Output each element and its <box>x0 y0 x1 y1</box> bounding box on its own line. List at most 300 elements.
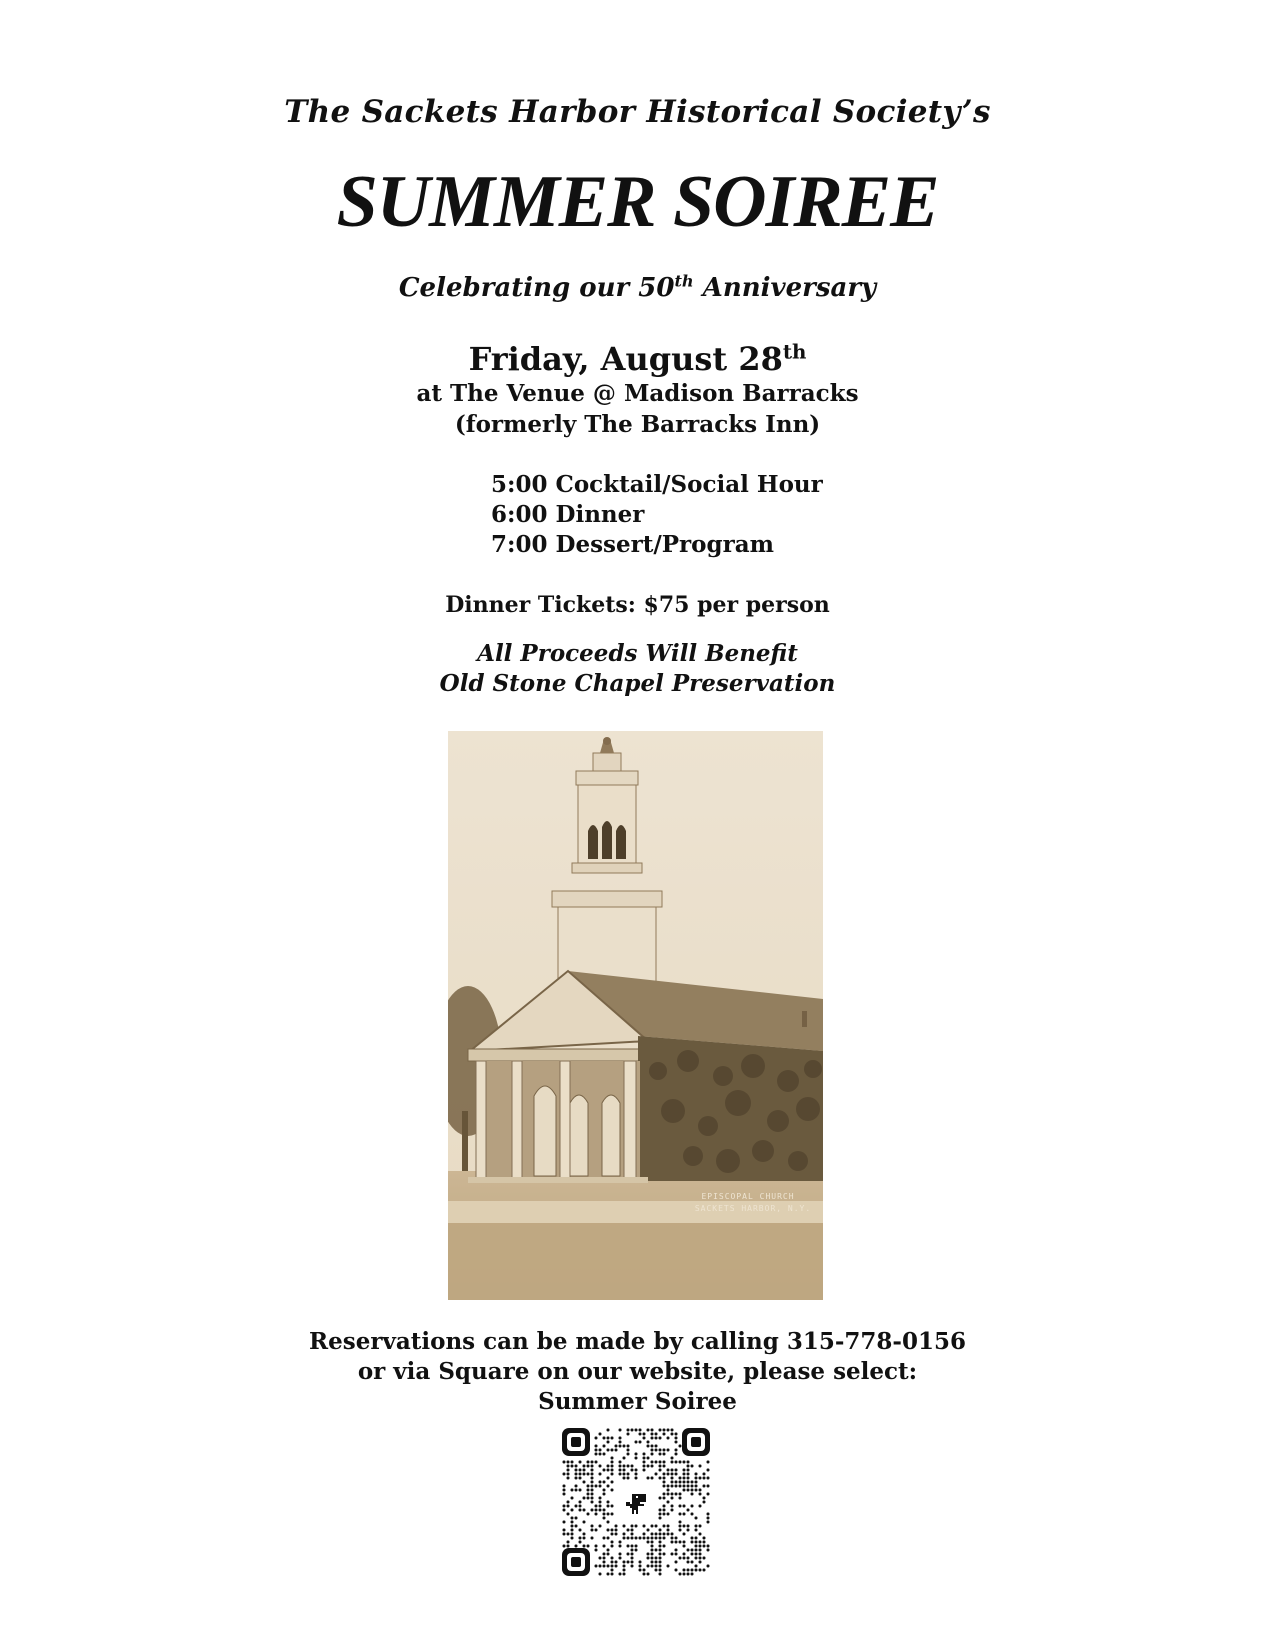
qr-module <box>679 1521 682 1524</box>
qr-module <box>639 1537 642 1540</box>
qr-module <box>579 1509 582 1512</box>
qr-module <box>675 1473 678 1476</box>
qr-module <box>679 1481 682 1484</box>
qr-module <box>571 1529 574 1532</box>
qr-module <box>631 1545 634 1548</box>
qr-module <box>687 1473 690 1476</box>
qr-module <box>583 1473 586 1476</box>
qr-module <box>671 1493 674 1496</box>
qr-module <box>583 1469 586 1472</box>
qr-module <box>611 1469 614 1472</box>
qr-module <box>659 1497 662 1500</box>
qr-module <box>675 1541 678 1544</box>
qr-module <box>691 1541 694 1544</box>
qr-module <box>663 1493 666 1496</box>
qr-module <box>635 1545 638 1548</box>
qr-module <box>631 1533 634 1536</box>
qr-module <box>687 1509 690 1512</box>
benefit-statement <box>0 639 1275 699</box>
qr-module <box>695 1537 698 1540</box>
qr-module <box>635 1477 638 1480</box>
qr-module <box>643 1469 646 1472</box>
qr-module <box>591 1509 594 1512</box>
qr-module <box>655 1533 658 1536</box>
qr-module <box>651 1433 654 1436</box>
qr-module <box>603 1545 606 1548</box>
qr-module <box>643 1437 646 1440</box>
qr-module <box>675 1549 678 1552</box>
qr-module <box>571 1533 574 1536</box>
qr-module <box>583 1497 586 1500</box>
qr-module <box>663 1453 666 1456</box>
qr-module <box>679 1497 682 1500</box>
qr-module <box>655 1437 658 1440</box>
qr-module <box>675 1561 678 1564</box>
qr-module <box>671 1509 674 1512</box>
qr-module <box>587 1545 590 1548</box>
qr-module <box>651 1525 654 1528</box>
qr-module <box>599 1481 602 1484</box>
qr-module <box>635 1429 638 1432</box>
qr-module <box>671 1433 674 1436</box>
qr-module <box>687 1469 690 1472</box>
qr-module <box>643 1457 646 1460</box>
qr-module <box>675 1433 678 1436</box>
qr-module <box>587 1513 590 1516</box>
qr-module <box>627 1465 630 1468</box>
qr-module <box>575 1465 578 1468</box>
qr-module <box>619 1429 622 1432</box>
qr-module <box>635 1453 638 1456</box>
qr-module <box>691 1549 694 1552</box>
qr-module <box>651 1549 654 1552</box>
qr-module <box>667 1449 670 1452</box>
qr-module <box>659 1541 662 1544</box>
qr-module <box>607 1477 610 1480</box>
qr-module <box>647 1441 650 1444</box>
qr-module <box>651 1561 654 1564</box>
qr-module <box>663 1473 666 1476</box>
qr-module <box>619 1557 622 1560</box>
benefit-line-1: All Proceeds Will Benefit <box>477 640 798 667</box>
qr-module <box>599 1573 602 1576</box>
qr-module <box>587 1485 590 1488</box>
qr-module <box>603 1493 606 1496</box>
qr-module <box>631 1529 634 1532</box>
qr-module <box>643 1525 646 1528</box>
event-date <box>0 340 1275 378</box>
qr-module <box>647 1573 650 1576</box>
qr-module <box>603 1489 606 1492</box>
qr-module <box>603 1517 606 1520</box>
qr-module <box>687 1557 690 1560</box>
qr-module <box>619 1461 622 1464</box>
qr-module <box>647 1457 650 1460</box>
qr-module <box>663 1461 666 1464</box>
qr-code[interactable] <box>562 1428 710 1576</box>
qr-module <box>699 1493 702 1496</box>
qr-module <box>659 1569 662 1572</box>
qr-module <box>667 1429 670 1432</box>
qr-module <box>639 1441 642 1444</box>
qr-module <box>651 1465 654 1468</box>
qr-module <box>707 1549 710 1552</box>
qr-module <box>595 1437 598 1440</box>
qr-module <box>627 1477 630 1480</box>
qr-module <box>571 1525 574 1528</box>
qr-module <box>703 1501 706 1504</box>
qr-module <box>675 1537 678 1540</box>
qr-module <box>643 1465 646 1468</box>
qr-module <box>659 1465 662 1468</box>
qr-module <box>563 1529 566 1532</box>
schedule-item: 7:00 Dessert/Program <box>491 531 774 558</box>
qr-module <box>575 1545 578 1548</box>
qr-module <box>687 1461 690 1464</box>
qr-module <box>631 1553 634 1556</box>
qr-module <box>579 1473 582 1476</box>
qr-finder-bottom-left <box>562 1548 590 1576</box>
qr-module <box>679 1505 682 1508</box>
qr-module <box>667 1525 670 1528</box>
qr-module <box>695 1557 698 1560</box>
qr-module <box>647 1465 650 1468</box>
qr-module <box>667 1565 670 1568</box>
qr-module <box>611 1513 614 1516</box>
qr-module <box>603 1481 606 1484</box>
qr-module <box>691 1513 694 1516</box>
qr-module <box>667 1473 670 1476</box>
qr-module <box>599 1449 602 1452</box>
qr-module <box>627 1429 630 1432</box>
qr-module <box>687 1573 690 1576</box>
qr-module <box>563 1473 566 1476</box>
qr-module <box>635 1473 638 1476</box>
qr-module <box>607 1573 610 1576</box>
qr-module <box>595 1445 598 1448</box>
qr-module <box>675 1493 678 1496</box>
qr-module <box>651 1557 654 1560</box>
qr-module <box>679 1513 682 1516</box>
qr-module <box>627 1449 630 1452</box>
qr-module <box>611 1557 614 1560</box>
qr-module <box>611 1561 614 1564</box>
qr-module <box>607 1521 610 1524</box>
qr-module <box>703 1477 706 1480</box>
qr-module <box>627 1537 630 1540</box>
qr-module <box>643 1461 646 1464</box>
qr-module <box>587 1497 590 1500</box>
qr-module <box>619 1469 622 1472</box>
qr-module <box>655 1569 658 1572</box>
qr-module <box>663 1449 666 1452</box>
qr-module <box>563 1493 566 1496</box>
qr-module <box>699 1557 702 1560</box>
qr-module <box>695 1517 698 1520</box>
qr-module <box>631 1561 634 1564</box>
qr-module <box>659 1469 662 1472</box>
qr-module <box>663 1477 666 1480</box>
qr-module <box>591 1529 594 1532</box>
qr-module <box>683 1553 686 1556</box>
qr-finder-top-right <box>682 1428 710 1456</box>
qr-module <box>627 1553 630 1556</box>
qr-module <box>699 1505 702 1508</box>
qr-module <box>687 1485 690 1488</box>
schedule-item: 5:00 Cocktail/Social Hour <box>491 471 823 498</box>
qr-module <box>635 1537 638 1540</box>
qr-module <box>695 1481 698 1484</box>
qr-module <box>591 1489 594 1492</box>
qr-module <box>619 1541 622 1544</box>
qr-module <box>591 1481 594 1484</box>
qr-module <box>575 1525 578 1528</box>
qr-module <box>659 1477 662 1480</box>
qr-module <box>671 1541 674 1544</box>
qr-module <box>647 1541 650 1544</box>
anniversary-subtitle <box>0 273 1275 303</box>
subtitle-ordinal: th <box>674 271 694 291</box>
qr-module <box>631 1549 634 1552</box>
qr-module <box>687 1525 690 1528</box>
qr-module <box>583 1533 586 1536</box>
subtitle-text: Celebrating our 50 <box>398 273 675 303</box>
qr-module <box>695 1545 698 1548</box>
qr-module <box>663 1533 666 1536</box>
qr-module <box>651 1541 654 1544</box>
qr-module <box>667 1529 670 1532</box>
qr-module <box>567 1477 570 1480</box>
qr-module <box>655 1473 658 1476</box>
qr-module <box>623 1573 626 1576</box>
qr-module <box>615 1561 618 1564</box>
qr-module <box>683 1481 686 1484</box>
qr-module <box>611 1529 614 1532</box>
qr-module <box>679 1461 682 1464</box>
qr-module <box>563 1533 566 1536</box>
qr-module <box>591 1493 594 1496</box>
event-title: SUMMER SOIREE <box>336 161 939 243</box>
qr-module <box>667 1533 670 1536</box>
qr-module <box>683 1545 686 1548</box>
qr-module <box>619 1545 622 1548</box>
qr-finder-top-left <box>562 1428 590 1456</box>
qr-module <box>667 1501 670 1504</box>
qr-module <box>583 1509 586 1512</box>
qr-module <box>587 1461 590 1464</box>
qr-module <box>623 1457 626 1460</box>
qr-module <box>667 1437 670 1440</box>
qr-module <box>707 1461 710 1464</box>
qr-module <box>607 1553 610 1556</box>
qr-module <box>647 1529 650 1532</box>
qr-module <box>643 1573 646 1576</box>
venue <box>0 378 1275 440</box>
qr-module <box>703 1485 706 1488</box>
qr-module <box>635 1441 638 1444</box>
qr-module <box>595 1513 598 1516</box>
qr-module <box>599 1465 602 1468</box>
qr-module <box>579 1501 582 1504</box>
photo-caption-line-2: SACKETS HARBOR, N.Y. <box>694 1204 812 1213</box>
qr-module <box>699 1569 702 1572</box>
qr-module <box>567 1461 570 1464</box>
qr-module <box>591 1473 594 1476</box>
qr-module <box>627 1445 630 1448</box>
qr-module <box>659 1573 662 1576</box>
qr-module <box>631 1429 634 1432</box>
qr-module <box>599 1473 602 1476</box>
qr-module <box>631 1525 634 1528</box>
reservation-line-1: Reservations can be made by calling 315-778-0156 <box>309 1328 966 1355</box>
qr-module <box>655 1549 658 1552</box>
qr-module <box>623 1569 626 1572</box>
qr-module <box>595 1545 598 1548</box>
qr-module <box>623 1465 626 1468</box>
qr-module <box>687 1477 690 1480</box>
qr-module <box>579 1469 582 1472</box>
qr-module <box>587 1489 590 1492</box>
qr-module <box>595 1453 598 1456</box>
qr-module <box>675 1569 678 1572</box>
qr-module <box>707 1517 710 1520</box>
qr-module <box>579 1477 582 1480</box>
qr-module <box>687 1529 690 1532</box>
qr-module <box>603 1557 606 1560</box>
qr-module <box>671 1429 674 1432</box>
qr-module <box>655 1449 658 1452</box>
qr-module <box>563 1489 566 1492</box>
qr-module <box>627 1561 630 1564</box>
qr-module <box>607 1513 610 1516</box>
qr-module <box>687 1569 690 1572</box>
qr-module <box>659 1561 662 1564</box>
qr-module <box>595 1549 598 1552</box>
qr-module <box>647 1553 650 1556</box>
qr-module <box>675 1449 678 1452</box>
qr-module <box>695 1485 698 1488</box>
qr-module <box>691 1465 694 1468</box>
qr-module <box>607 1449 610 1452</box>
qr-module <box>659 1453 662 1456</box>
qr-module <box>647 1429 650 1432</box>
qr-module <box>671 1477 674 1480</box>
qr-module <box>595 1485 598 1488</box>
qr-module <box>639 1565 642 1568</box>
qr-module <box>703 1545 706 1548</box>
qr-module <box>579 1537 582 1540</box>
qr-module <box>623 1533 626 1536</box>
qr-module <box>587 1465 590 1468</box>
qr-module <box>607 1505 610 1508</box>
qr-module <box>663 1465 666 1468</box>
reservation-info <box>0 1327 1275 1417</box>
date-ordinal: th <box>782 339 807 364</box>
qr-module <box>655 1433 658 1436</box>
qr-module <box>575 1469 578 1472</box>
qr-module <box>599 1525 602 1528</box>
qr-module <box>683 1557 686 1560</box>
qr-module <box>703 1569 706 1572</box>
qr-module <box>675 1481 678 1484</box>
qr-module <box>651 1461 654 1464</box>
qr-module <box>691 1489 694 1492</box>
qr-module <box>699 1465 702 1468</box>
qr-module <box>695 1477 698 1480</box>
qr-module <box>599 1453 602 1456</box>
qr-module <box>631 1469 634 1472</box>
qr-module <box>707 1485 710 1488</box>
qr-module <box>707 1565 710 1568</box>
qr-module <box>687 1549 690 1552</box>
qr-module <box>699 1541 702 1544</box>
qr-module <box>603 1509 606 1512</box>
dinosaur-icon <box>618 1484 654 1520</box>
qr-module <box>627 1473 630 1476</box>
schedule-list <box>491 470 823 560</box>
qr-module <box>671 1537 674 1540</box>
qr-module <box>655 1561 658 1564</box>
qr-module <box>667 1469 670 1472</box>
qr-module <box>679 1525 682 1528</box>
qr-module <box>611 1473 614 1476</box>
benefit-line-2: Old Stone Chapel Preservation <box>439 670 836 697</box>
qr-module <box>691 1493 694 1496</box>
qr-module <box>607 1465 610 1468</box>
qr-module <box>631 1557 634 1560</box>
qr-module <box>623 1469 626 1472</box>
venue-line-2: (formerly The Barracks Inn) <box>454 411 821 438</box>
qr-module <box>683 1513 686 1516</box>
qr-module <box>595 1565 598 1568</box>
qr-module <box>655 1557 658 1560</box>
date-text: Friday, August 28 <box>468 340 783 378</box>
qr-module <box>691 1553 694 1556</box>
qr-module <box>611 1533 614 1536</box>
qr-module <box>699 1525 702 1528</box>
qr-module <box>671 1553 674 1556</box>
qr-module <box>679 1557 682 1560</box>
qr-module <box>615 1449 618 1452</box>
qr-module <box>615 1565 618 1568</box>
qr-module <box>591 1497 594 1500</box>
qr-module <box>611 1505 614 1508</box>
qr-module <box>579 1489 582 1492</box>
qr-module <box>643 1453 646 1456</box>
qr-module <box>611 1565 614 1568</box>
qr-module <box>599 1433 602 1436</box>
qr-module <box>563 1485 566 1488</box>
qr-module <box>643 1433 646 1436</box>
qr-module <box>643 1569 646 1572</box>
qr-module <box>679 1573 682 1576</box>
qr-module <box>663 1497 666 1500</box>
qr-module <box>607 1441 610 1444</box>
qr-module <box>579 1461 582 1464</box>
qr-module <box>583 1481 586 1484</box>
qr-module <box>699 1545 702 1548</box>
qr-module <box>695 1565 698 1568</box>
qr-module <box>659 1557 662 1560</box>
qr-module <box>575 1489 578 1492</box>
qr-module <box>703 1473 706 1476</box>
qr-module <box>659 1545 662 1548</box>
qr-module <box>687 1481 690 1484</box>
qr-module <box>651 1429 654 1432</box>
qr-module <box>619 1445 622 1448</box>
qr-module <box>691 1485 694 1488</box>
qr-module <box>627 1529 630 1532</box>
